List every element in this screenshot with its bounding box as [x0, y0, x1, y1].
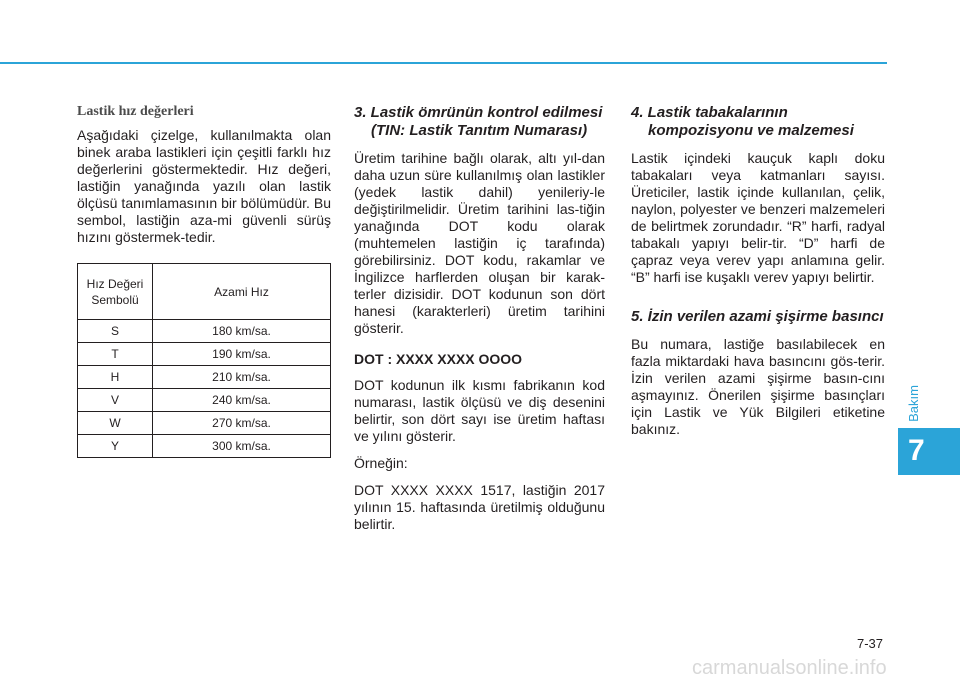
table-row — [78, 412, 331, 435]
chapter-number: 7 — [908, 434, 925, 467]
chapter-name: Bakım — [905, 385, 921, 422]
table-cell-speed: 270 km/sa. — [153, 412, 331, 435]
table-cell-symbol: T — [78, 343, 153, 366]
table-cell-symbol: V — [78, 389, 153, 412]
page-number: 7-37 — [857, 636, 884, 651]
table-cell-speed: 210 km/sa. — [153, 366, 331, 389]
speed-ratings-paragraph: Aşağıdaki çizelge, kullanılmakta olan binek araba lastikleri için çeşitli farklı hız değerlerini göstermektedir. Hız değeri, lastiğin yanağında yazılı olan lastik ölçüsü tanımlamasının bir bölümüdür. Bu sembol, lastiğin aza-mi güvenli sürüş hızını göstermek-tedir. — [77, 127, 331, 245]
header-rule — [0, 62, 887, 64]
table-row — [78, 435, 331, 458]
max-pressure-paragraph: Bu numara, lastiğe basılabilecek en fazla miktardaki hava basıncını gös-terir. İzin verilen azami şişirme basın-cını aşmayınız. Önerilen şişirme basınçları için Lastik ve Yük Bilgileri etiketine bakınız. — [631, 336, 885, 437]
table-row — [78, 366, 331, 389]
chapter-side-label — [905, 382, 928, 427]
table-cell-symbol: H — [78, 366, 153, 389]
section-title-ply-composition: 4. Lastik tabakalarının kompozisyonu ve malzemesi — [631, 104, 854, 139]
section-title-speed-ratings: Lastik hız değerleri — [77, 104, 194, 119]
column-left — [77, 104, 331, 458]
table-header-max-speed: Azami Hız — [153, 264, 331, 320]
ply-composition-paragraph: Lastik içindeki kauçuk kaplı doku tabakaları veya katmanları sayısı. Üreticiler, lastik içinde kullanılan, çelik, naylon, polyester ve benzeri malzemeleri de belirtmek zorundadır. “R” harfi, radyal tabakalı yapıyı belir-tir. “D” harfi de çapraz veya verev yapı anlamına gelir. “B” harfi ise kuşaklı verev yapıyı belirtir. — [631, 150, 885, 285]
watermark: carmanualsonline.info — [692, 657, 887, 679]
table-cell-symbol: Y — [78, 435, 153, 458]
speed-rating-table — [77, 263, 331, 458]
table-cell-symbol: W — [78, 412, 153, 435]
table-cell-speed: 180 km/sa. — [153, 320, 331, 343]
table-cell-speed: 240 km/sa. — [153, 389, 331, 412]
column-middle — [354, 104, 605, 543]
dot-code-paragraph: DOT kodunun ilk kısmı fabrikanın kod numarası, lastik ölçüsü ve diş desenini belirtir, son dört sayı ise üretim haftası ve yılını gösterir. — [354, 377, 605, 444]
column-right — [631, 104, 885, 448]
example-label: Örneğin: — [354, 455, 408, 471]
chapter-tab — [898, 428, 960, 475]
table-row — [78, 343, 331, 366]
tire-age-paragraph: Üretim tarihine bağlı olarak, altı yıl-dan daha uzun süre kullanılmış olan lastikler (yedek lastik dahil) yenileriy-le değiştirilmelidir. Üretim tarihini las-tiğin yanağında DOT kodu olarak (muhtemelen lastiğin iç tarafında) görebilirsiniz. DOT kodu, rakamlar ve İngilizce harflerden oluşan bir karak-terler dizisidir. DOT kodunun son dört hanesi (karakterleri) üretim tarihini gösterir. — [354, 150, 605, 336]
example-paragraph: DOT XXXX XXXX 1517, lastiğin 2017 yılının 15. haftasında üretilmiş olduğunu belirtir. — [354, 482, 605, 532]
table-cell-speed: 190 km/sa. — [153, 343, 331, 366]
table-row — [78, 389, 331, 412]
section-title-max-pressure: 5. İzin verilen azami şişirme basıncı — [631, 308, 884, 325]
table-cell-speed: 300 km/sa. — [153, 435, 331, 458]
table-header-symbol: Hız Değeri Sembolü — [78, 264, 153, 320]
table-header-row — [78, 264, 331, 320]
section-title-tire-age: 3. Lastik ömrünün kontrol edilmesi (TIN: Lastik Tanıtım Numarası) — [354, 104, 603, 139]
table-row — [78, 320, 331, 343]
dot-code-format: DOT : XXXX XXXX OOOO — [354, 351, 523, 367]
table-cell-symbol: S — [78, 320, 153, 343]
